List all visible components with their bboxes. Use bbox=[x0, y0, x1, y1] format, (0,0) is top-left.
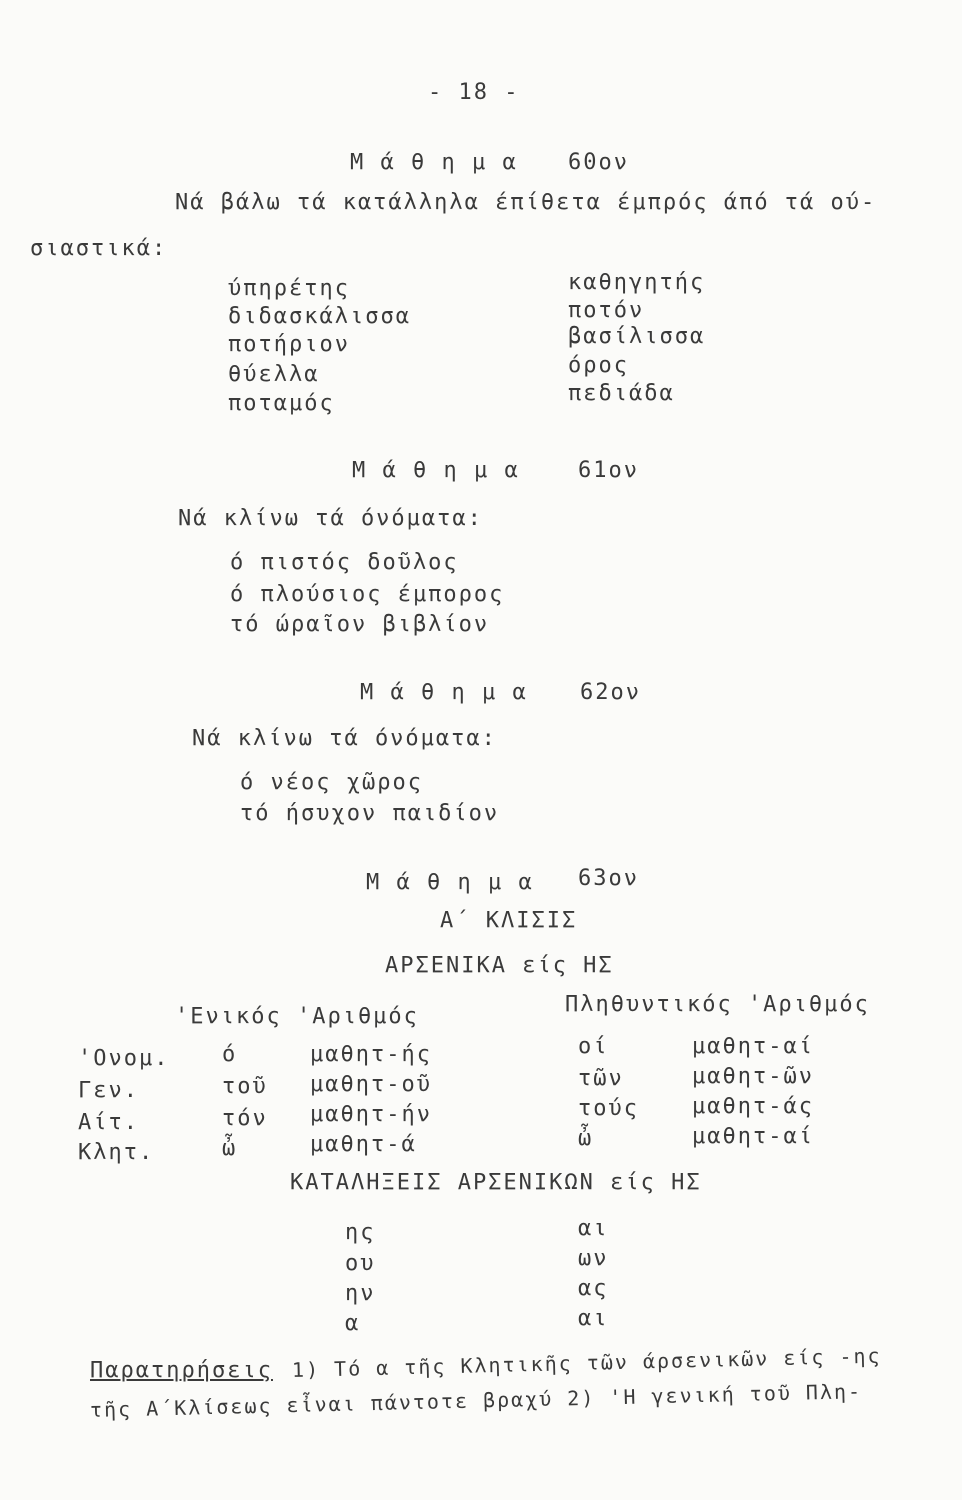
word-right-3: βασίλισσα bbox=[568, 324, 706, 349]
case-label-accusative: Αίτ. bbox=[78, 1110, 139, 1135]
ending-singular-3: ην bbox=[345, 1281, 376, 1306]
word-right-1: καθηγητής bbox=[568, 270, 706, 295]
article-singular-2: τοῦ bbox=[222, 1074, 268, 1099]
word-right-2: ποτόν bbox=[568, 298, 645, 323]
lesson-63-heading: Μ ά θ η μ α bbox=[366, 870, 534, 895]
case-label-nominative: 'Ονομ. bbox=[78, 1046, 170, 1071]
lesson-63-subtitle-2: ΑΡΣΕΝΙΚΑ είς ΗΣ bbox=[385, 953, 614, 978]
word-right-4: όρος bbox=[568, 353, 629, 378]
lesson-61-phrase-1: ό πιστός δοῦλος bbox=[230, 550, 459, 575]
ending-singular-1: ης bbox=[345, 1220, 376, 1245]
notes-line-1: 1) Τό α τῆς Κλητικῆς τῶν άρσενικῶν είς -ης bbox=[291, 1343, 882, 1382]
noun-plural-1: μαθητ-αί bbox=[692, 1034, 814, 1059]
lesson-62-instruction: Νά κλίνω τά όνόματα: bbox=[192, 726, 497, 751]
ending-singular-2: ου bbox=[345, 1251, 376, 1276]
lesson-62-heading: Μ ά θ η μ α bbox=[360, 680, 528, 705]
article-plural-4: ὦ bbox=[578, 1126, 594, 1151]
endings-title: ΚΑΤΑΛΗΞΕΙΣ ΑΡΣΕΝΙΚΩΝ είς ΗΣ bbox=[290, 1170, 702, 1195]
noun-plural-2: μαθητ-ῶν bbox=[692, 1064, 814, 1089]
ending-plural-2: ων bbox=[578, 1246, 609, 1271]
lesson-62-number: 62ον bbox=[580, 680, 641, 705]
lesson-61-heading: Μ ά θ η μ α bbox=[352, 458, 520, 483]
lesson-61-instruction: Νά κλίνω τά όνόματα: bbox=[178, 506, 483, 531]
notes-label: Παρατηρήσεις bbox=[90, 1358, 273, 1383]
page-number: - 18 - bbox=[428, 80, 520, 105]
ending-plural-1: αι bbox=[578, 1216, 609, 1241]
ending-singular-4: α bbox=[345, 1311, 361, 1336]
noun-plural-4: μαθητ-αί bbox=[692, 1124, 814, 1149]
lesson-63-subtitle: Α΄ ΚΛΙΣΙΣ bbox=[440, 908, 578, 933]
article-plural-3: τούς bbox=[578, 1096, 639, 1121]
article-singular-1: ό bbox=[222, 1042, 238, 1067]
case-label-vocative: Κλητ. bbox=[78, 1140, 155, 1165]
word-right-5: πεδιάδα bbox=[568, 381, 675, 406]
noun-singular-4: μαθητ-ά bbox=[310, 1132, 417, 1157]
word-left-5: ποταμός bbox=[228, 391, 335, 416]
singular-header: 'Ενικός 'Αριθμός bbox=[175, 1004, 419, 1029]
article-plural-1: οί bbox=[578, 1034, 609, 1059]
noun-singular-3: μαθητ-ήν bbox=[310, 1102, 432, 1127]
word-left-1: ύπηρέτης bbox=[228, 276, 350, 301]
article-plural-2: τῶν bbox=[578, 1066, 624, 1091]
case-label-genitive: Γεν. bbox=[78, 1078, 139, 1103]
lesson-62-phrase-2: τό ήσυχον παιδίον bbox=[240, 801, 500, 826]
word-left-4: θύελλα bbox=[228, 362, 320, 387]
lesson-63-number: 63ον bbox=[578, 866, 639, 891]
word-left-2: διδασκάλισσα bbox=[228, 304, 411, 329]
noun-singular-2: μαθητ-οῦ bbox=[310, 1072, 432, 1097]
lesson-60-number: 60ον bbox=[568, 150, 629, 175]
lesson-61-phrase-3: τό ώραῖον βιβλίον bbox=[230, 612, 490, 637]
word-left-3: ποτήριον bbox=[228, 332, 350, 357]
lesson-60-instruction-1: Νά βάλω τά κατάλληλα έπίθετα έμπρός άπό τά ού- bbox=[175, 190, 877, 215]
noun-singular-1: μαθητ-ής bbox=[310, 1042, 432, 1067]
ending-plural-4: αι bbox=[578, 1306, 609, 1331]
lesson-61-number: 61ον bbox=[578, 458, 639, 483]
article-singular-4: ὦ bbox=[222, 1136, 238, 1161]
lesson-62-phrase-1: ό νέος χῶρος bbox=[240, 770, 423, 795]
lesson-61-phrase-2: ό πλούσιος έμπορος bbox=[230, 582, 505, 607]
ending-plural-3: ας bbox=[578, 1276, 609, 1301]
notes-line-2: τῆς Α΄Κλίσεως εἶναι πάντοτε βραχύ 2) 'Η γενική τοῦ Πλη- bbox=[89, 1379, 863, 1422]
lesson-60-heading: Μ ά θ η μ α bbox=[350, 150, 518, 175]
noun-plural-3: μαθητ-άς bbox=[692, 1094, 814, 1119]
lesson-60-instruction-2: σιαστικά: bbox=[30, 236, 168, 261]
plural-header: Πληθυντικός 'Αριθμός bbox=[565, 992, 870, 1017]
article-singular-3: τόν bbox=[222, 1106, 268, 1131]
